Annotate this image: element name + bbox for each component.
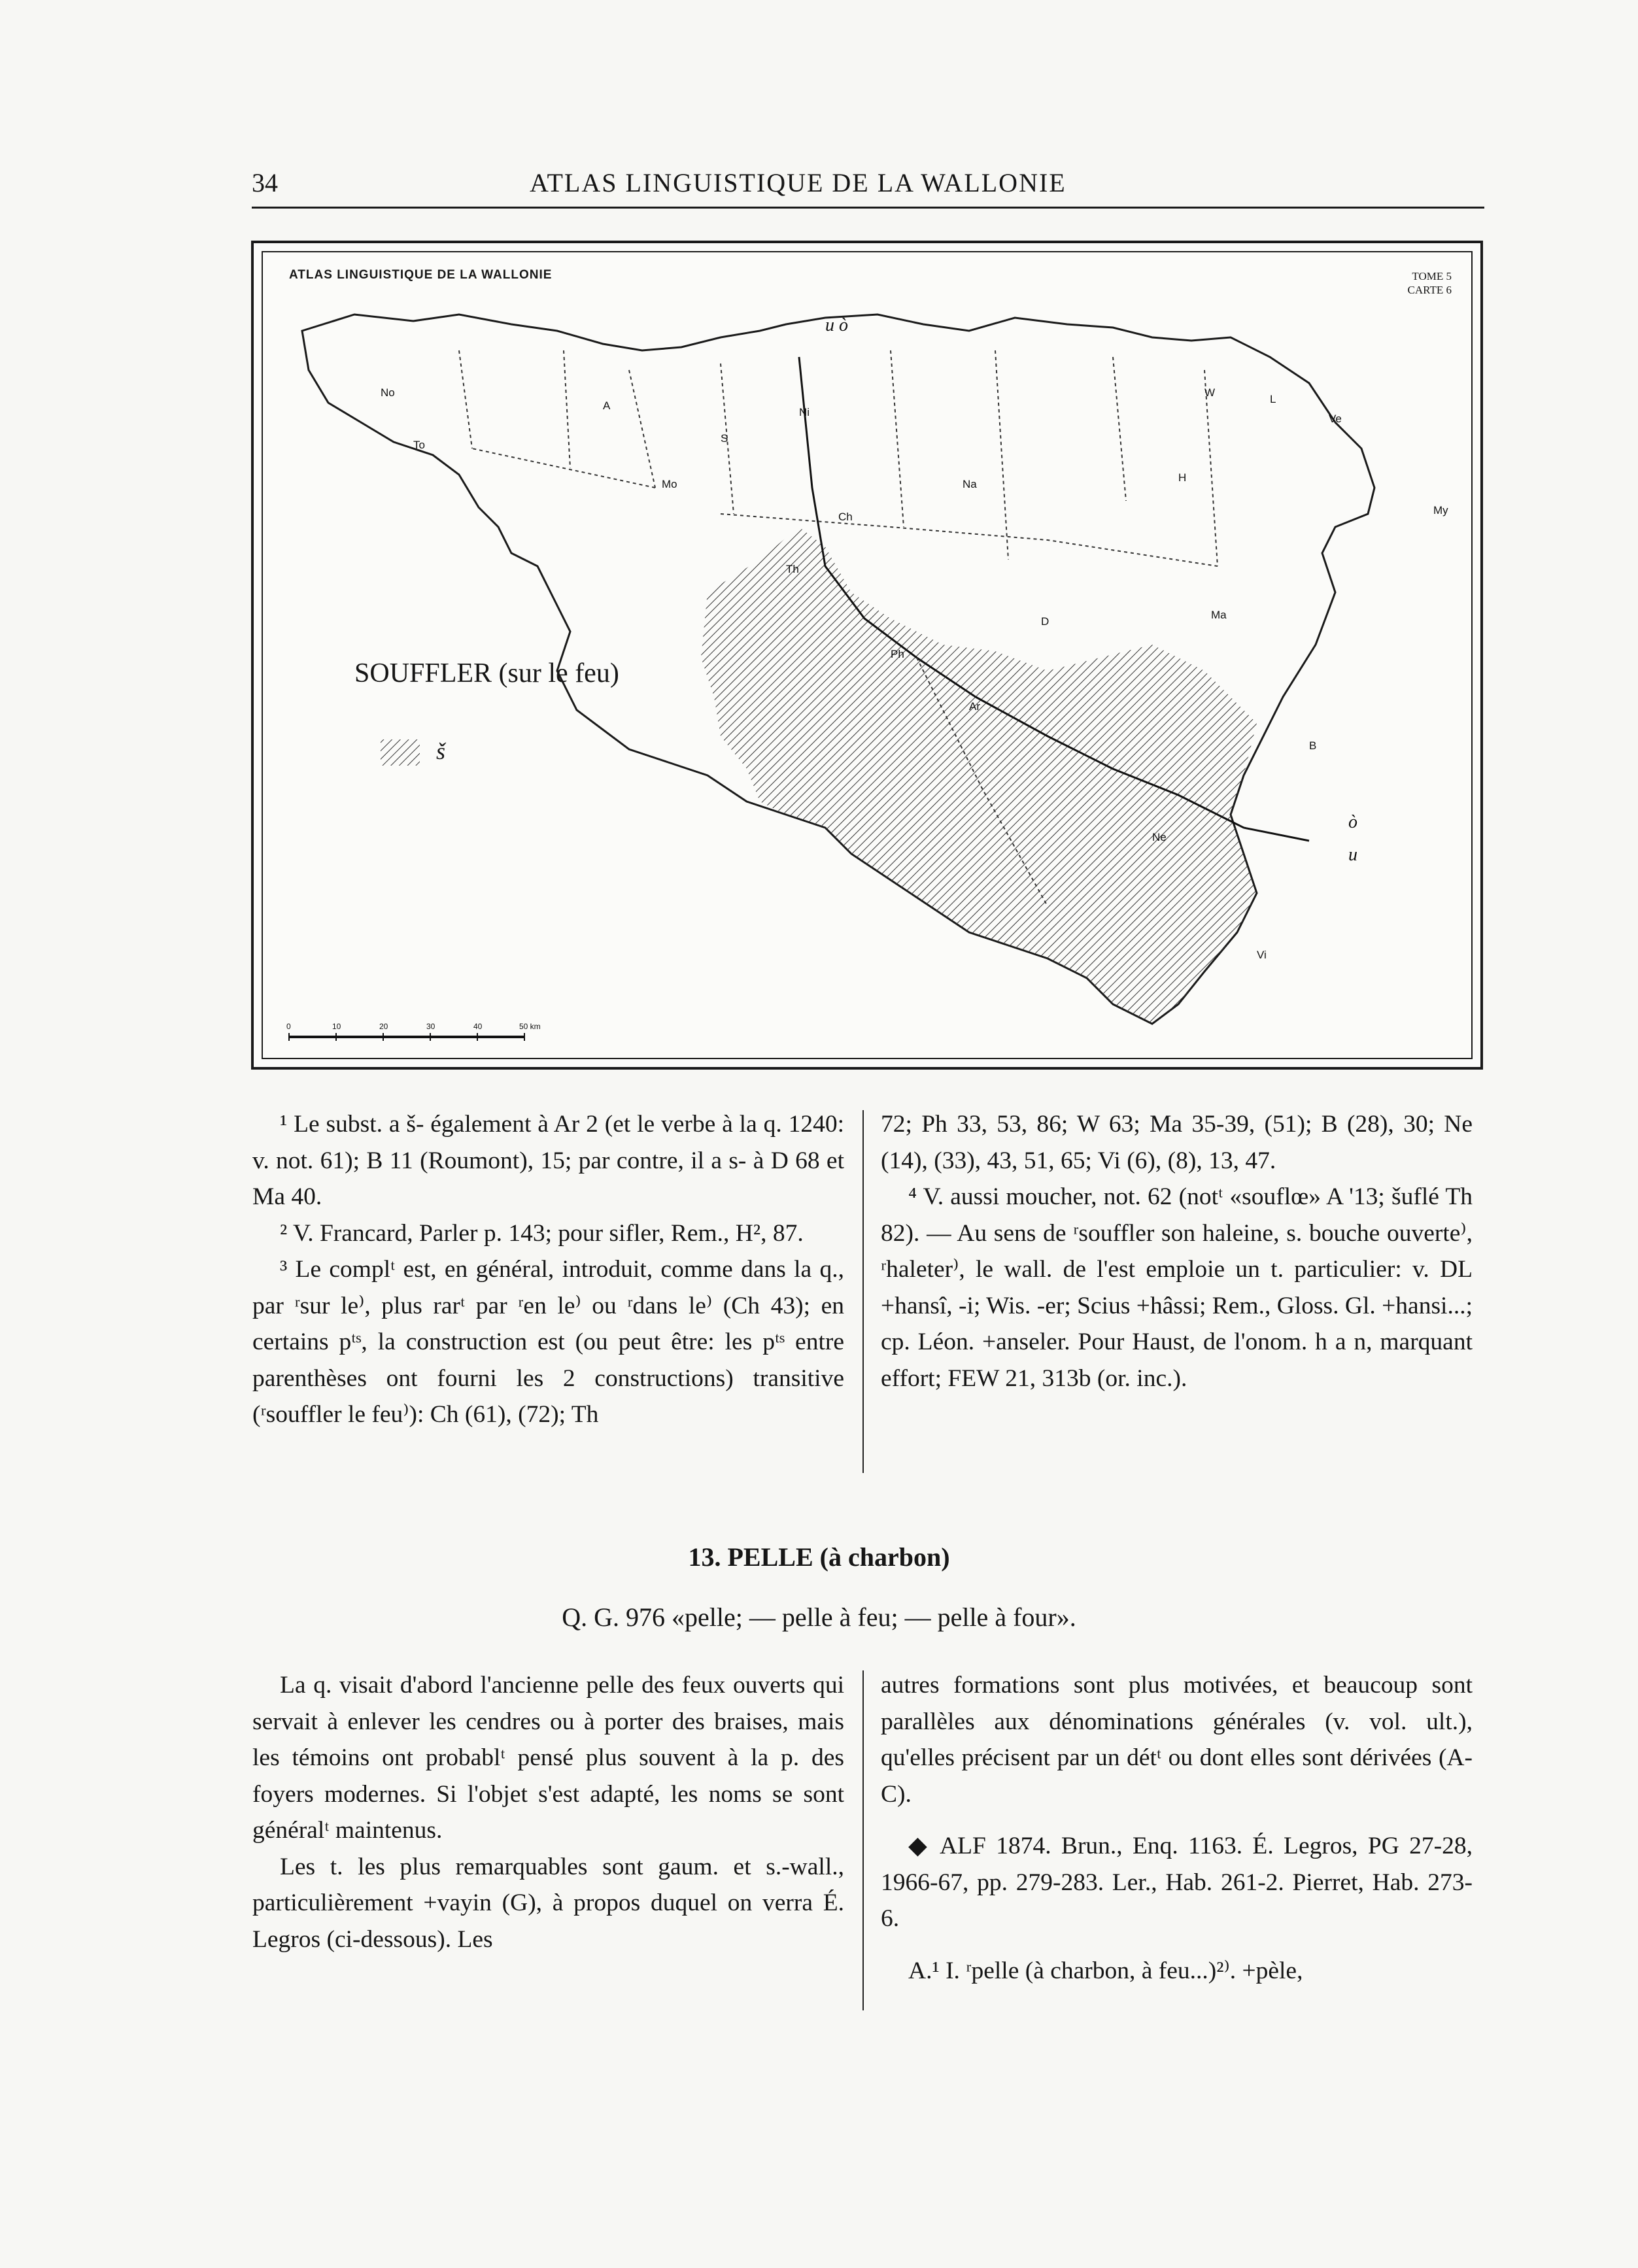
body-paragraph-1: La q. visait d'abord l'ancienne pelle des feux ouverts qui servait à enlever les cendres ou à porter des braises, mais les témoins ont probablᵗ pensé plus souvent à la p. des foyers modernes. Si l'objet s'est adapté, les noms se sont généralᵗ maintenus. <box>252 1672 844 1844</box>
isogloss-label-right-bottom: u <box>1348 845 1357 865</box>
map-series-title: ATLAS LINGUISTIQUE DE LA WALLONIE <box>289 268 553 282</box>
label-My: My <box>1433 504 1448 516</box>
label-Vi: Vi <box>1257 949 1267 961</box>
scale-label-30: 30 <box>426 1022 435 1031</box>
header-rule <box>252 207 1484 209</box>
map-tome: TOME 5 <box>1412 270 1452 282</box>
scale-label-40: 40 <box>473 1022 483 1031</box>
label-H: H <box>1178 471 1187 484</box>
section-A-start: A.¹ I. ʳpelle (à charbon, à feu...)²⁾. +pèle, <box>908 1957 1303 1984</box>
label-Na: Na <box>963 478 977 490</box>
map-carte: CARTE 6 <box>1407 284 1452 296</box>
footnote-2: ² V. Francard, Parler p. 143; pour sifler, Rem., H², 87. <box>280 1219 804 1247</box>
legend-symbol: š <box>436 738 446 764</box>
label-B: B <box>1309 739 1317 752</box>
label-Mo: Mo <box>662 478 677 490</box>
body-paragraph-2: Les t. les plus remarquables sont gaum. et s.-wall., particulièrement +vayin (G), à propos duquel on verra É. Legros (ci-dessous). Les <box>252 1853 844 1953</box>
body-column-rule <box>862 1670 864 2010</box>
map-tome-carte <box>1408 269 1452 297</box>
isogloss-label-right-top: ò <box>1348 812 1357 832</box>
legend-hatch-swatch <box>381 739 420 766</box>
page-number: 34 <box>252 168 278 197</box>
references: ◆ ALF 1874. Brun., Enq. 1163. É. Legros, PG 27-28, 1966-67, pp. 279-283. Ler., Hab. 261-2. Pierret, Hab. 273-6. <box>881 1833 1473 1932</box>
footnotes-left <box>252 1106 844 1433</box>
dialect-map <box>251 241 1483 1070</box>
body-paragraph-1-cont: autres formations sont plus motivées, et beaucoup sont parallèles aux dénominations générales (v. vol. ult.), qu'elles précisent par un détᵗ ou dont elles sont dérivées (A-C). <box>881 1672 1473 1808</box>
label-No: No <box>381 386 395 399</box>
map-drawing <box>263 252 1473 1059</box>
label-Th: Th <box>786 563 799 575</box>
label-Ve: Ve <box>1329 413 1342 425</box>
map-panel <box>262 251 1473 1059</box>
label-Ph: Ph <box>891 648 904 660</box>
body-right <box>881 1667 1473 1989</box>
label-Ne: Ne <box>1152 831 1167 843</box>
label-A: A <box>603 399 611 412</box>
label-W: W <box>1204 386 1216 399</box>
map-subject-title: SOUFFLER (sur le feu) <box>354 658 619 688</box>
footnote-3: ³ Le complᵗ est, en général, introduit, comme dans la q., par ʳsur le⁾, plus rarᵗ par ʳen le⁾ ou ʳdans le⁾ (Ch 43); en certains pᵗˢ, la construction est (ou peut être: les pᵗˢ entre parenthèses ont fourni les 2 constructions) transitive (ʳsouffler le feu⁾): Ch (61), (72); Th <box>252 1256 844 1428</box>
scale-labels <box>286 1022 541 1031</box>
scale-bar <box>289 1033 524 1041</box>
scale-label-50: 50 km <box>519 1022 541 1031</box>
scale-label-10: 10 <box>332 1022 341 1031</box>
section-title: 13. PELLE (à charbon) <box>688 1542 950 1572</box>
footnote-4: ⁴ V. aussi moucher, not. 62 (notᵗ «souflœ» A '13; šuflé Th 82). — Au sens de ʳsouffler son haleine, s. bouche ouverte⁾, ʳhaleter⁾, le wall. de l'est emploie un t. particulier: v. DL +hansî, -i; Wis. -er; Scius +hâssi; Rem., Gloss. Gl. +hansi...; cp. Léon. +anseler. Pour Haust, de l'onom. h a n, marquant effort; FEW 21, 313b (or. inc.). <box>881 1183 1473 1392</box>
footnote-3-cont: 72; Ph 33, 53, 86; W 63; Ma 35-39, (51); B (28), 30; Ne (14), (33), 43, 51, 65; Vi (6), (8), 13, 47. <box>881 1111 1473 1174</box>
label-Ar: Ar <box>969 700 980 713</box>
running-title: ATLAS LINGUISTIQUE DE LA WALLONIE <box>530 168 1066 197</box>
section-question: Q. G. 976 «pelle; — pelle à feu; — pelle à four». <box>562 1602 1076 1632</box>
label-Ma: Ma <box>1211 609 1227 621</box>
scale-label-20: 20 <box>379 1022 388 1031</box>
label-Ch: Ch <box>838 511 853 523</box>
label-To: To <box>413 439 425 451</box>
label-Ni: Ni <box>799 406 810 418</box>
body-left <box>252 1667 844 1957</box>
footnote-1: ¹ Le subst. a š- également à Ar 2 (et le verbe à la q. 1240: v. not. 61); B 11 (Roumont), 15; par contre, il a s- à D 68 et Ma 40. <box>252 1111 844 1210</box>
label-D: D <box>1041 615 1049 628</box>
footnotes-right <box>881 1106 1473 1396</box>
hatched-area-sh <box>701 527 1257 1024</box>
isogloss-label-top: u ò <box>825 315 848 335</box>
label-S: S <box>721 432 728 445</box>
scale-label-0: 0 <box>286 1022 291 1031</box>
footnote-column-rule <box>862 1110 864 1473</box>
label-L: L <box>1270 393 1276 405</box>
